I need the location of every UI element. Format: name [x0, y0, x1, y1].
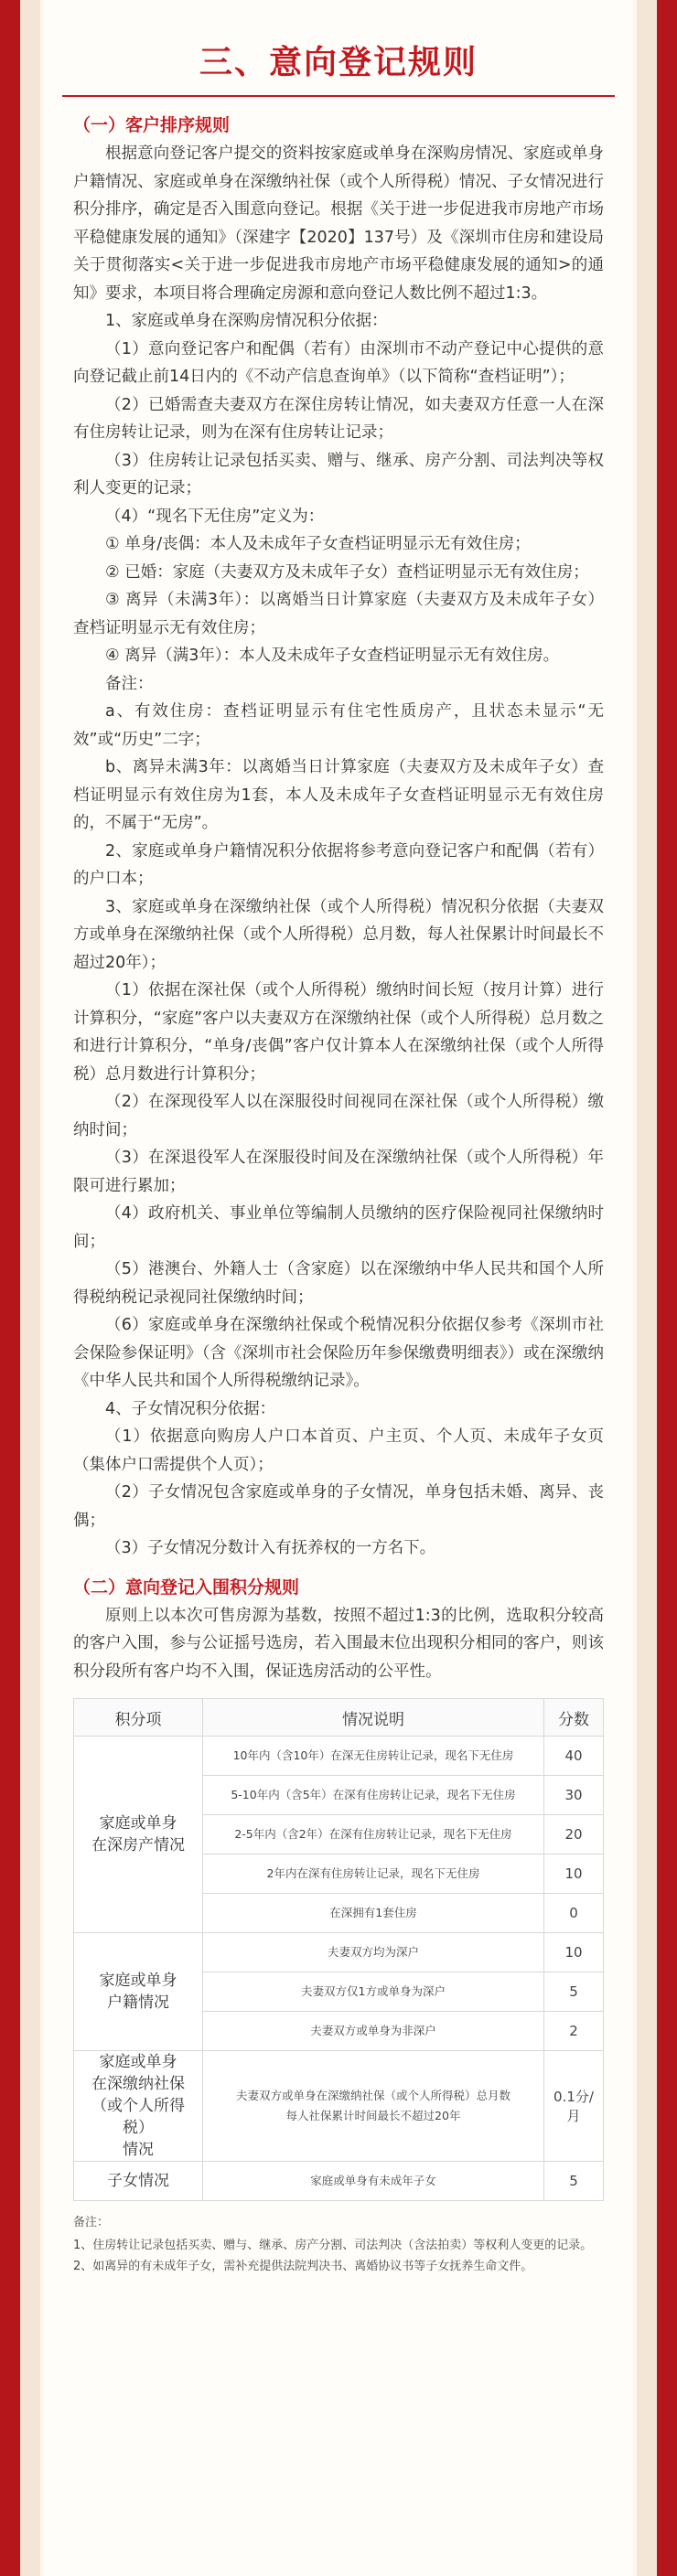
paragraph: b、离异未满3年：以离婚当日计算家庭（夫妻双方及未成年子女）查档证明显示有效住房为1套，本人及未成年子女查档证明显示无有效住房的，不属于“无房”。	[73, 758, 604, 832]
score-cell: 40	[544, 1737, 604, 1776]
scoring-table-header-row	[74, 1699, 604, 1737]
paragraph: 1、家庭或单身在深购房情况积分依据：	[105, 312, 388, 330]
paragraph: ④ 离异（满3年）：本人及未成年子女查档证明显示无有效住房。	[105, 647, 560, 665]
note-item: 2、如离异的有未成年子女，需补充提供法院判决书、离婚协议书等子女抚养生命文件。	[73, 2260, 533, 2273]
paragraph: ② 已婚：家庭（夫妻双方及未成年子女）查档证明显示无有效住房；	[105, 562, 589, 582]
category-cell: 家庭或单身 在深房产情况	[74, 1737, 203, 1933]
scoring-table	[73, 1698, 604, 2201]
category-cell: 子女情况	[74, 2162, 203, 2201]
paragraph: （2）已婚需查夫妻双方在深住房转让情况，如夫妻双方任意一人在深有住房转让记录，则为在深有住房转让记录；	[73, 395, 604, 442]
paragraph: 根据意向登记客户提交的资料按家庭或单身在深购房情况、家庭或单身户籍情况、家庭或单身在深缴纳社保（或个人所得税）情况、子女情况进行积分排序，确定是否入围意向登记。根据《关于进一步促进我市房地产市场平稳健康发展的通知》（深建字【2020】137号）及《深圳市住房和建设局关于贯彻落实<关于进一步促进我市房地产市场平稳健康发展的通知>的通知》要求，本项目将合理确定房源和意向登记人数比例不超过1:3。	[73, 144, 604, 303]
paragraph: （3）在深退役军人在深服役时间及在深缴纳社保（或个人所得税）年限可进行累加；	[73, 1149, 604, 1195]
section-ranking-rules-body	[73, 140, 604, 1563]
paragraph: a、有效住房：查档证明显示有住宅性质房产，且状态未显示“无效”或“历史”二字；	[73, 702, 604, 749]
description-cell: 夫妻双方仅1方或单身为深户	[203, 1972, 544, 2012]
description-cell: 夫妻双方或单身在深缴纳社保（或个人所得税）总月数 每人社保累计时间最长不超过20年	[203, 2051, 544, 2162]
paragraph: 备注：	[105, 674, 154, 693]
score-cell: 0	[544, 1894, 604, 1933]
paragraph: （1）依据意向购房人户口本首页、户主页、个人页、未成年子女页（集体户口需提供个人页）；	[73, 1427, 604, 1474]
paragraph: （5）港澳台、外籍人士（含家庭）以在深缴纳中华人民共和国个人所得税纳税记录视同社保缴纳时间；	[73, 1260, 604, 1307]
description-cell: 5-10年内（含5年）在深有住房转让记录，现名下无住房	[203, 1776, 544, 1815]
paragraph: （6）家庭或单身在深缴纳社保或个税情况积分依据仅参考《深圳市社会保险参保证明》（含《深圳市社会保险历年参保缴费明细表》）或在深缴纳《中华人民共和国个人所得税缴纳记录》。	[73, 1316, 604, 1390]
score-cell: 5	[544, 1972, 604, 2012]
section-scoring-rules-body	[73, 1602, 604, 1686]
description-cell: 夫妻双方或单身为非深户	[203, 2012, 544, 2051]
category-cell: 家庭或单身 在深缴纳社保 （或个人所得税） 情况	[74, 2051, 203, 2162]
description-cell: 10年内（含10年）在深无住房转让记录，现名下无住房	[203, 1737, 544, 1776]
notes-block	[73, 2212, 604, 2277]
notes-heading: 备注：	[73, 2216, 110, 2229]
paragraph: （4）政府机关、事业单位等编制人员缴纳的医疗保险视同社保缴纳时间；	[73, 1204, 604, 1251]
table-row	[74, 2051, 604, 2162]
score-cell: 10	[544, 1933, 604, 1972]
paragraph: 2、家庭或单身户籍情况积分依据将参考意向登记客户和配偶（若有）的户口本；	[73, 841, 604, 888]
title-divider	[62, 95, 615, 97]
paragraph: 4、子女情况积分依据：	[105, 1399, 276, 1418]
paragraph: ① 单身/丧偶：本人及未成年子女查档证明显示无有效住房；	[105, 535, 531, 553]
paragraph: （4）“现名下无住房”定义为：	[105, 507, 325, 526]
score-cell: 20	[544, 1815, 604, 1855]
paragraph: （2）子女情况包含家庭或单身的子女情况，单身包括未婚、离异、丧偶；	[73, 1483, 604, 1530]
paragraph: （1）依据在深社保（或个人所得税）缴纳时间长短（按月计算）进行计算积分，“家庭”客户以夫妻双方在深缴纳社保（或个人所得税）总月数之和进行计算积分，“单身/丧偶”客户仅计算本人在深缴纳社保（或个人所得税）总月数进行计算积分；	[73, 981, 604, 1084]
page-title: 三、意向登记规则	[199, 44, 478, 81]
table-row	[74, 1933, 604, 1972]
table-row	[74, 1737, 604, 1776]
score-cell: 5	[544, 2162, 604, 2201]
description-cell: 夫妻双方均为深户	[203, 1933, 544, 1972]
score-cell: 10	[544, 1855, 604, 1894]
section-heading-ranking-rules: （一）客户排序规则	[73, 115, 231, 135]
header-score: 分数	[544, 1699, 604, 1737]
paragraph: （3）子女情况分数计入有抚养权的一方名下。	[105, 1539, 436, 1557]
paragraph: ③ 离异（未满3年）：以离婚当日计算家庭（夫妻双方及未成年子女）查档证明显示无有效住房；	[73, 591, 604, 637]
table-row	[74, 2162, 604, 2201]
paragraph: （1）意向登记客户和配偶（若有）由深圳市不动产登记中心提供的意向登记截止前14日内的《不动产信息查询单》（以下简称“查档证明”）；	[73, 339, 604, 386]
score-cell: 30	[544, 1776, 604, 1815]
score-cell: 2	[544, 2012, 604, 2051]
document-content	[73, 106, 604, 2277]
description-cell: 在深拥有1套住房	[203, 1894, 544, 1933]
description-cell: 2年内在深有住房转让记录，现名下无住房	[203, 1855, 544, 1894]
description-cell: 2-5年内（含2年）在深有住房转让记录，现名下无住房	[203, 1815, 544, 1855]
category-cell: 家庭或单身 户籍情况	[74, 1933, 203, 2051]
section-heading-scoring-rules: （二）意向登记入围积分规则	[73, 1577, 300, 1598]
paragraph: （2）在深现役军人以在深服役时间视同在深社保（或个人所得税）缴纳时间；	[73, 1093, 604, 1139]
header-category: 积分项	[74, 1699, 203, 1737]
paragraph: 3、家庭或单身在深缴纳社保（或个人所得税）情况积分依据（夫妻双方或单身在深缴纳社保（或个人所得税）总月数，每人社保累计时间最长不超过20年）；	[73, 897, 604, 972]
paragraph: （3）住房转让记录包括买卖、赠与、继承、房产分割、司法判决等权利人变更的记录；	[73, 451, 604, 497]
score-cell: 0.1分/月	[544, 2051, 604, 2162]
paragraph: 原则上以本次可售房源为基数，按照不超过1:3的比例，选取积分较高的客户入围，参与公证摇号选房，若入围最末位出现积分相同的客户，则该积分段所有客户均不入围，保证选房活动的公平性。	[73, 1606, 604, 1681]
header-description: 情况说明	[203, 1699, 544, 1737]
description-cell: 家庭或单身有未成年子女	[203, 2162, 544, 2201]
note-item: 1、住房转让记录包括买卖、赠与、继承、房产分割、司法判决（含法拍卖）等权利人变更的记录。	[73, 2239, 593, 2252]
